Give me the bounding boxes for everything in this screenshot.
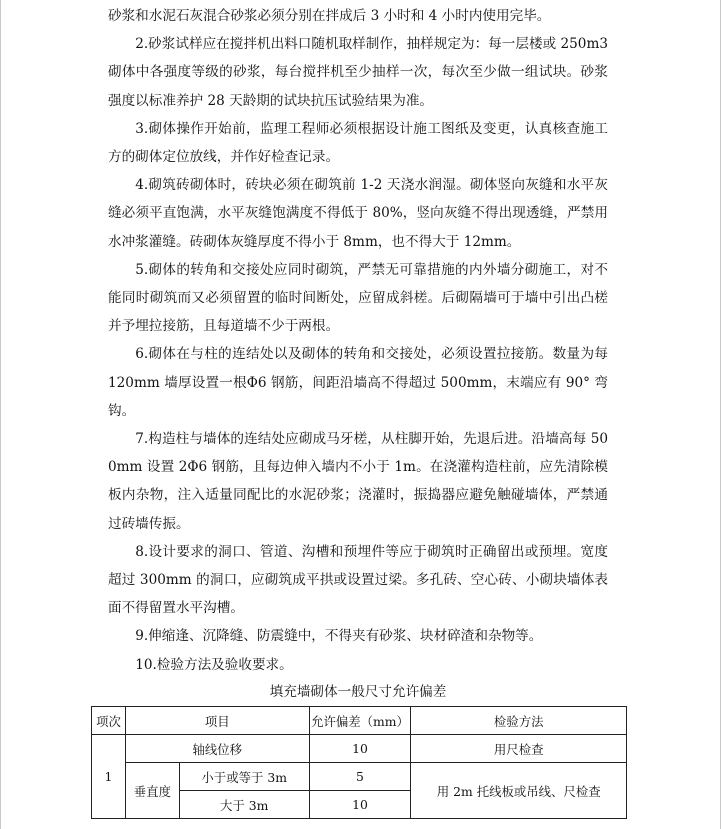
cell-gt3-tolerance: 10	[309, 791, 411, 819]
paragraph-2-mortar-sampling: 2.砂浆试样应在搅拌机出料口随机取样制作，抽样规定为：每一层楼或 250m3 砌体中各强度等级的砂浆，每台搅拌机至少抽样一次，每次至少做一组试块。砂浆强度以标准养护 28 天龄期的试块抗压试验结果为准。	[108, 36, 608, 109]
paragraph-1-continuation: 砂浆和水泥石灰混合砂浆必须分别在拌成后 3 小时和 4 小时内使用完毕。	[108, 8, 551, 24]
header-tolerance: 允许偏差（mm）	[309, 707, 411, 735]
paragraph-6-tie-bars: 6.砌体在与柱的连结处以及砌体的转角和交接处，必须设置拉接筋。数量为每 120mm 墙厚设置一根Φ6 钢筋，间距沿墙高不得超过 500mm，末端应有 90° 弯钩。	[108, 346, 608, 419]
document-page	[108, 0, 608, 679]
paragraph-10-inspection: 10.检验方法及验收要求。	[135, 656, 293, 673]
cell-axis-tolerance: 10	[309, 735, 411, 763]
paragraph-4-brick-masonry: 4.砌筑砖砌体时，砖块必须在砌筑前 1-2 天浇水润湿。砌体竖向灰缝和水平灰缝必须平直饱满，水平灰缝饱满度不得低于 80%，竖向灰缝不得出现透缝，严禁用水冲浆灌缝。砖砌体灰缝厚度不得小于 8mm，也不得大于 12mm。	[108, 177, 608, 250]
cell-vertical-group: 垂直度	[125, 763, 179, 819]
cell-axis-method: 用尺检查	[411, 735, 627, 763]
cell-gt3-item: 大于 3m	[179, 791, 309, 819]
paragraph-5-corners: 5.砌体的转角和交接处应同时砌筑，严禁无可靠措施的内外墙分砌施工，对不能同时砌筑而又必须留置的临时间断处，应留成斜槎。后砌隔墙可于墙中引出凸槎并予埋拉接筋，且每道墙不少于两根。	[108, 261, 608, 335]
cell-axis-item: 轴线位移	[125, 735, 309, 763]
header-item-no: 项次	[92, 707, 126, 735]
cell-le3-item: 小于或等于 3m	[179, 763, 309, 791]
paragraph-7-structural-columns: 7.构造柱与墙体的连结处应砌成马牙槎，从柱脚开始，先退后进。沿墙高每 500mm 设置 2Φ6 钢筋，且每边伸入墙内不小于 1m。在浇灌构造柱前，应先清除模板内杂物，注入适量同配比的水泥砂浆；浇灌时，振捣器应避免触碰墙体，严禁通过砖墙传振。	[108, 431, 608, 532]
tolerance-table	[91, 706, 627, 819]
header-item: 项目	[125, 707, 309, 735]
cell-le3-tolerance: 5	[309, 763, 411, 791]
header-method: 检验方法	[411, 707, 627, 735]
paragraph-8-openings: 8.设计要求的洞口、管道、沟槽和预埋件等应于砌筑时正确留出或预埋。宽度超过 300mm 的洞口，应砌筑成平拱或设置过梁。多孔砖、空心砖、小砌块墙体表面不得留置水平沟槽。	[108, 543, 608, 617]
table-row	[92, 735, 627, 763]
table-header-row	[92, 707, 627, 735]
paragraph-9-joints: 9.伸缩逢、沉降缝、防震缝中，不得夹有砂浆、块材碎渣和杂物等。	[135, 628, 543, 645]
table-row	[92, 763, 627, 791]
cell-item-no: 1	[92, 735, 126, 819]
paragraph-3-layout-check: 3.砌体操作开始前，监理工程师必须根据设计施工图纸及变更，认真核查施工方的砌体定位放线，并作好检查记录。	[108, 120, 608, 166]
table-title: 填充墙砌体一般尺寸允许偏差	[269, 684, 447, 700]
page-left-edge	[0, 0, 1, 829]
cell-vertical-method: 用 2m 托线板或吊线、尺检查	[411, 763, 627, 819]
